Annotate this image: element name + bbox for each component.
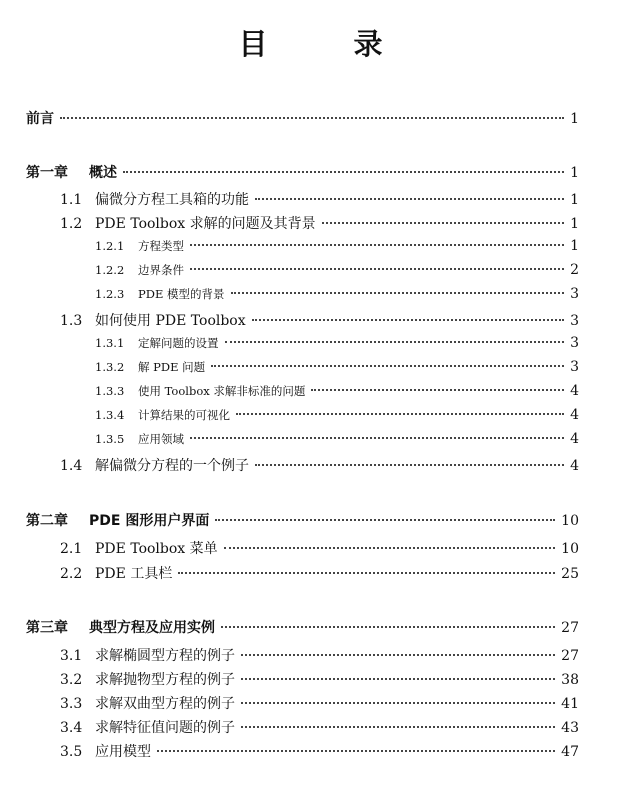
toc-entry-title: PDE Toolbox 求解的问题及其背景 [95,216,316,232]
toc-page-number: 2 [570,262,579,278]
section-number: 3.5 [60,744,83,760]
leader-dots [241,678,555,680]
section-number: 1.2 [60,216,83,232]
toc-entry-subsection-1-2-2[interactable] [95,262,579,278]
toc-page-number: 47 [561,744,579,760]
toc-entry-section-2-1[interactable] [60,538,579,558]
toc-entry-chapter-1[interactable] [26,162,579,182]
chapter-number: 第一章 [26,165,68,181]
leader-dots [190,437,564,439]
leader-dots [225,341,565,343]
toc-entry-section-1-2[interactable] [60,213,579,233]
toc-entry-title: 解 PDE 问题 [138,360,206,374]
toc-entry-title: 求解特征值问题的例子 [95,720,235,736]
section-number: 2.1 [60,541,83,557]
leader-dots [255,464,564,466]
leader-dots [252,319,564,321]
subsection-number: 1.3.5 [95,432,125,446]
toc-entry-subsection-1-2-3[interactable] [95,286,579,302]
leader-dots [190,268,564,270]
toc-page-number: 10 [561,513,579,529]
toc-page-number: 38 [561,672,579,688]
toc-entry-title: 方程类型 [138,239,184,253]
subsection-number: 1.3.1 [95,336,125,350]
toc-page-number: 1 [570,238,579,254]
toc-page-number: 4 [570,458,579,474]
leader-dots [311,389,564,391]
toc-entry-title: 边界条件 [138,263,184,277]
toc-entry-subsection-1-3-4[interactable] [95,407,579,423]
toc-page-number: 1 [570,111,579,127]
toc-entry-chapter-2[interactable] [26,510,579,530]
toc-page-number: 10 [561,541,579,557]
toc-entry-section-2-2[interactable] [60,563,579,583]
leader-dots [236,413,564,415]
section-number: 1.4 [60,458,83,474]
toc-entry-title: 前言 [26,111,54,127]
toc-page-number: 3 [570,359,579,375]
toc-entry-title: 计算结果的可视化 [138,408,230,422]
toc-page-number: 1 [570,192,579,208]
leader-dots [322,222,564,224]
chapter-number: 第二章 [26,513,68,529]
section-number: 3.1 [60,648,83,664]
subsection-number: 1.2.3 [95,287,125,301]
toc-page-number: 1 [570,216,579,232]
toc-entry-section-1-3[interactable] [60,310,579,330]
toc-entry-section-3-3[interactable] [60,693,579,713]
toc-page-number: 27 [561,620,579,636]
toc-entry-chapter-3[interactable] [26,617,579,637]
toc-entry-title: 如何使用 PDE Toolbox [95,313,246,329]
toc-page-number: 3 [570,286,579,302]
subsection-number: 1.3.4 [95,408,125,422]
leader-dots [231,292,565,294]
toc-page-number: 43 [561,720,579,736]
toc-page-number: 4 [570,407,579,423]
toc-entry-title: PDE 图形用户界面 [89,513,210,529]
toc-entry-title: 解偏微分方程的一个例子 [95,458,249,474]
toc-entry-section-3-2[interactable] [60,669,579,689]
toc-entry-section-3-5[interactable] [60,741,579,761]
toc-entry-subsection-1-3-2[interactable] [95,359,579,375]
toc-entry-title: PDE 模型的背景 [138,287,225,301]
leader-dots [211,365,564,367]
toc-entry-title: 偏微分方程工具箱的功能 [95,192,249,208]
leader-dots [190,244,564,246]
leader-dots [123,171,564,173]
subsection-number: 1.2.2 [95,263,125,277]
toc-entry-title: 典型方程及应用实例 [89,620,215,636]
leader-dots [241,654,555,656]
leader-dots [224,547,556,549]
toc-entry-title: PDE Toolbox 菜单 [95,541,218,557]
section-number: 1.1 [60,192,83,208]
toc-page-number: 1 [570,165,579,181]
toc-page-number: 4 [570,383,579,399]
page-title: 目 录 [238,27,421,61]
leader-dots [241,726,555,728]
toc-entry-title: 求解双曲型方程的例子 [95,696,235,712]
leader-dots [60,117,564,119]
toc-entry-title: 求解椭圆型方程的例子 [95,648,235,664]
toc-page-number: 4 [570,431,579,447]
subsection-number: 1.3.3 [95,384,125,398]
toc-entry-subsection-1-3-1[interactable] [95,335,579,351]
toc-page-number: 3 [570,335,579,351]
leader-dots [241,702,555,704]
toc-entry-title: 定解问题的设置 [138,336,219,350]
toc-entry-subsection-1-3-5[interactable] [95,431,579,447]
leader-dots [157,750,555,752]
section-number: 3.2 [60,672,83,688]
toc-entry-title: PDE 工具栏 [95,566,173,582]
subsection-number: 1.2.1 [95,239,125,253]
section-number: 3.4 [60,720,83,736]
leader-dots [221,626,555,628]
toc-entry-title: 使用 Toolbox 求解非标准的问题 [138,384,306,398]
subsection-number: 1.3.2 [95,360,125,374]
toc-page-number: 25 [561,566,579,582]
leader-dots [255,198,564,200]
toc-entry-title: 概述 [89,165,117,181]
toc-entry-subsection-1-2-1[interactable] [95,238,579,254]
leader-dots [215,519,555,521]
toc-page-number: 27 [561,648,579,664]
toc-entry-section-1-1[interactable] [60,189,579,209]
toc-entry-section-3-1[interactable] [60,645,579,665]
toc-entry-title: 应用模型 [95,744,151,760]
toc-entry-title: 应用领域 [138,432,184,446]
toc-page-number: 41 [561,696,579,712]
toc-entry-section-1-4[interactable] [60,455,579,475]
section-number: 3.3 [60,696,83,712]
section-number: 2.2 [60,566,83,582]
chapter-number: 第三章 [26,620,68,636]
toc-page-number: 3 [570,313,579,329]
leader-dots [178,572,555,574]
section-number: 1.3 [60,313,83,329]
toc-entry-title: 求解抛物型方程的例子 [95,672,235,688]
toc-entry-preface[interactable] [26,108,579,128]
toc-entry-section-3-4[interactable] [60,717,579,737]
toc-entry-subsection-1-3-3[interactable] [95,383,579,399]
